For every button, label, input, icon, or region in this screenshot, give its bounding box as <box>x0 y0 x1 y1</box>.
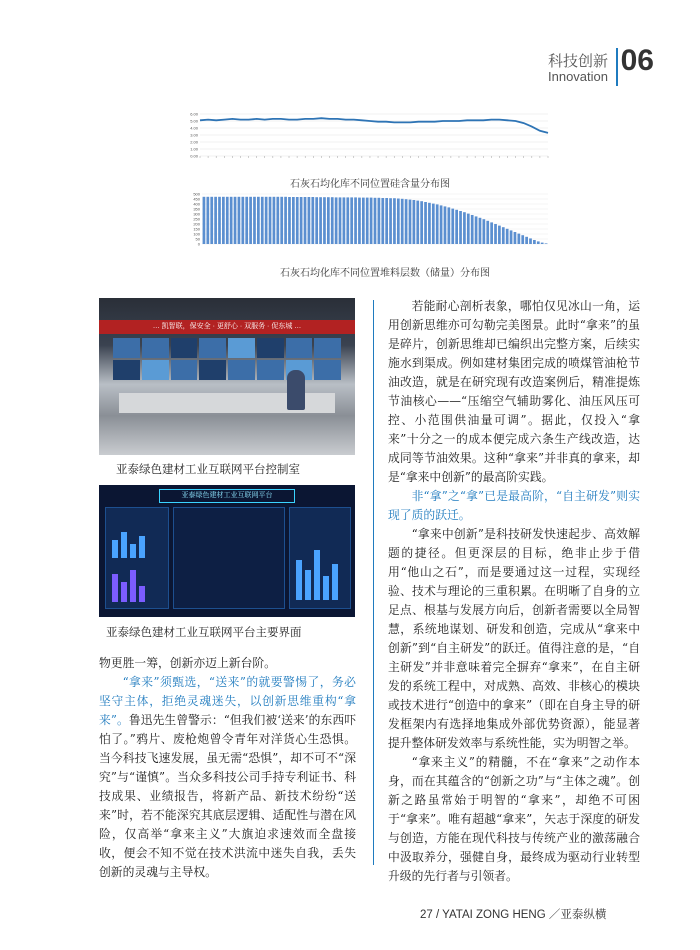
stack-bar <box>541 243 544 244</box>
section-number: 06 <box>620 44 654 77</box>
highlight-text: “拿来”须甄选，“送来”的就要警惕了，务必坚守主体，拒绝灵魂迷失，以创新思维重构“拿来”。 <box>99 675 356 727</box>
stack-bar <box>366 198 369 244</box>
stack-bar <box>323 197 326 244</box>
stack-bar <box>448 207 451 244</box>
stack-bar <box>467 214 470 244</box>
stack-bar <box>370 198 373 244</box>
stack-bar <box>455 210 458 244</box>
stack-bar <box>249 197 252 244</box>
stack-bar <box>311 197 314 244</box>
y-tick-label: 6.00 <box>190 111 198 117</box>
stack-bar <box>424 202 427 244</box>
platform-interface-photo <box>99 485 355 617</box>
silicon-content-line-chart <box>180 110 552 172</box>
photo2-caption: 亚泰绿色建材工业互联网平台主要界面 <box>106 627 302 639</box>
screen-panel-left <box>105 507 169 609</box>
stack-bar <box>397 199 400 245</box>
stack-bar <box>210 197 213 244</box>
stack-bar <box>475 216 478 244</box>
stack-bar <box>230 197 233 244</box>
stack-bar <box>537 241 540 244</box>
screen-title: 亚泰绿色建材工业互联网平台 <box>159 489 295 503</box>
stack-bar <box>405 199 408 244</box>
y-tick-label: 0 <box>197 241 200 247</box>
stack-bar <box>253 197 256 244</box>
stack-bar <box>374 198 377 244</box>
stack-bar <box>203 197 206 244</box>
stack-layers-bar-chart <box>182 190 552 258</box>
stack-bar <box>510 230 513 244</box>
stack-bar <box>385 198 388 244</box>
stack-bar <box>292 197 295 244</box>
stack-bar <box>265 197 268 244</box>
operator <box>287 370 305 410</box>
chart2-caption: 石灰石均化库不同位置堆料层数（储量）分布图 <box>280 268 490 279</box>
stack-bar <box>241 197 244 244</box>
stack-bar <box>358 198 361 244</box>
page-header <box>424 42 654 92</box>
stack-bar <box>451 209 454 244</box>
panel-bars <box>296 550 338 600</box>
stack-bar <box>257 197 260 244</box>
section-title-en: Innovation <box>548 69 608 84</box>
paragraph: 若能耐心剖析表象，哪怕仅见冰山一角，运用创新思维亦可勾勒完美图景。此时“拿来”的虽是碎片，创新思维却已编织出完整方案，后续实施水到渠成。例如建材集团完成的喷煤管油枪节油改造，就是在研究现有改造案例后，精准提炼节油核心——“压缩空气辅助雾化、油压风压可控、小范围供油量可调”。据此，仅投入“拿来”十分之一的成本便完成六条生产线改造，达成同等节油效果。这种“拿来”并非真的拿来，却是“拿来中创新”的最高阶实践。 <box>388 299 640 484</box>
section-title-cn: 科技创新 <box>547 53 608 70</box>
stack-bar <box>486 221 489 244</box>
stack-bar <box>304 197 307 244</box>
y-tick-label: 450 <box>193 196 200 202</box>
stack-bar <box>354 197 357 244</box>
y-tick-label: 200 <box>193 221 200 227</box>
stack-bar <box>261 197 264 244</box>
stack-bar <box>482 219 485 244</box>
lead-text: 物更胜一筹，创新亦迈上新台阶。 <box>99 656 276 670</box>
y-tick-label: 350 <box>193 206 200 212</box>
stack-bar <box>238 197 241 244</box>
stack-bar <box>296 197 299 244</box>
y-tick-label: 250 <box>193 216 200 222</box>
stack-bar <box>428 203 431 244</box>
stack-bar <box>288 197 291 244</box>
stack-bar <box>432 204 435 244</box>
photo1-caption: 亚泰绿色建材工业互联网平台控制室 <box>116 464 300 476</box>
left-text-column <box>99 654 356 882</box>
y-tick-label: 4.00 <box>190 125 198 131</box>
stack-bar <box>284 197 287 244</box>
stack-bar <box>339 197 342 244</box>
stack-bar <box>525 237 528 244</box>
stack-bar <box>300 197 303 244</box>
stack-bar <box>494 224 497 244</box>
stack-bar <box>378 198 381 244</box>
stack-bar <box>463 212 466 244</box>
paragraph: “拿来主义”的精髓，不在“拿来”之动作本身，而在其蕴含的“创新之功”与“主体之魂”。创新之路虽常始于明智的“拿来”，却绝不可困于“拿来”。唯有超越“拿来”，矢志于深度的研发与创造，方能在现代科技与传统产业的激荡融合中汲取养分，强健自身，最终成为驱动行业转型升级的先行者与引领者。 <box>388 755 640 883</box>
chart1-caption: 石灰石均化库不同位置硅含量分布图 <box>290 179 450 190</box>
y-tick-label: 400 <box>193 201 200 207</box>
stack-bar <box>440 205 443 244</box>
stack-bar <box>362 198 365 244</box>
stack-bar <box>350 197 353 244</box>
stack-bar <box>218 197 221 244</box>
video-wall <box>113 338 341 380</box>
y-tick-label: 150 <box>193 226 200 232</box>
stack-bar <box>471 215 474 244</box>
screen-panel-center <box>173 507 285 609</box>
stack-bar <box>514 232 517 244</box>
stack-bar <box>401 199 404 244</box>
stack-bar <box>533 240 536 244</box>
stack-bar <box>245 197 248 244</box>
silicon-series-line <box>200 118 548 133</box>
stack-bar <box>393 198 396 244</box>
body-text: 鲁迅先生曾警示：“但我们被‘送来’的东西吓怕了。”鸦片、废枪炮曾令青年对洋货心生恐惧。当今科技飞速发展，虽无需“恐惧”，却不可不“深究”与“谨慎”。当众多科技公司手持专利证书、科技成果、业绩报告，将新产品、新技术纷纷“送来”时，若不能深究其底层逻辑、适配性与潜在风险，仅高举“拿来主义”大旗迫求速效而全盘接收，便会不知不觉在技术洪流中迷失自我，丢失创新的灵魂与主导权。 <box>99 713 356 879</box>
stack-bar <box>436 204 439 244</box>
stack-bar <box>381 198 384 244</box>
stack-bar <box>521 235 524 244</box>
stack-bar <box>331 197 334 244</box>
stack-bar <box>420 201 423 244</box>
stack-bar <box>444 206 447 244</box>
stack-bar <box>413 200 416 244</box>
stack-bar <box>276 197 279 244</box>
stack-bar <box>343 197 346 244</box>
stack-bar <box>389 198 392 244</box>
screen-panel-right <box>289 507 351 609</box>
stack-bar <box>222 197 225 244</box>
highlight-paragraph: 非“拿”之“拿”已是最高阶，“自主研发”则实现了质的跃迁。 <box>388 489 640 522</box>
y-tick-label: 100 <box>193 231 200 237</box>
header-divider <box>616 48 618 86</box>
y-tick-label: 300 <box>193 211 200 217</box>
stack-bar <box>327 197 330 244</box>
page-footer: 27 / YATAI ZONG HENG ／亚泰纵横 <box>420 909 607 921</box>
y-tick-label: 2.00 <box>190 139 198 145</box>
stack-bar <box>335 197 338 244</box>
stack-bar <box>502 227 505 244</box>
stack-bar <box>214 197 217 244</box>
stack-bar <box>490 222 493 244</box>
y-tick-label: 1.00 <box>190 146 198 152</box>
control-room-banner: … 凯智联，保安全 · 更舒心 · 双服务 · 促东城 … <box>99 320 355 334</box>
stack-bar <box>506 229 509 244</box>
stack-bar <box>529 238 532 244</box>
stack-bar <box>409 200 412 244</box>
stack-bar <box>498 226 501 244</box>
stack-bar <box>273 197 276 244</box>
stack-bar <box>226 197 229 244</box>
stack-bar <box>346 197 349 244</box>
y-tick-label: 500 <box>193 191 200 197</box>
y-tick-label: 3.00 <box>190 132 198 138</box>
stack-bar <box>459 211 462 244</box>
panel-bars <box>112 532 145 558</box>
stack-bar <box>206 197 209 244</box>
control-room-photo <box>99 298 355 455</box>
stack-bar <box>416 201 419 244</box>
y-tick-label: 5.00 <box>190 118 198 124</box>
paragraph: “拿来中创新”是科技研发快速起步、高效解题的捷径。但更深层的目标，绝非止步于借用“他山之石”，而是要通过这一过程，实现经验、技术与理论的三重积累。在明晰了自身的立足点、根基与发展方向后，创新者需要以全局智慧，系统地谋划、研发和创造，完成从“拿来中创新”到“自主研发”的跃迁。值得注意的是，“自主研发”并非意味着完全摒弃“拿来”，在自主研发的系统工程中，对成熟、高效、非核心的模块或技术进行“创造中的拿来”（即在自身主导的研发框架内有选择地集成外部优势资源），能显著提升整体研发效率与系统性能，实为明智之举。 <box>388 527 640 750</box>
stack-bar <box>319 197 322 244</box>
stack-bar <box>517 234 520 244</box>
panel-bars <box>112 570 145 602</box>
stack-bar <box>280 197 283 244</box>
stack-bar <box>234 197 237 244</box>
column-rule <box>373 300 374 865</box>
stack-bar <box>269 197 272 244</box>
y-tick-label: 50 <box>195 236 200 242</box>
y-tick-label: 0.00 <box>190 153 198 159</box>
stack-bar <box>545 243 548 244</box>
stack-bar <box>479 218 482 244</box>
right-text-column <box>388 297 640 886</box>
stack-bar <box>308 197 311 244</box>
stack-bar <box>315 197 318 244</box>
